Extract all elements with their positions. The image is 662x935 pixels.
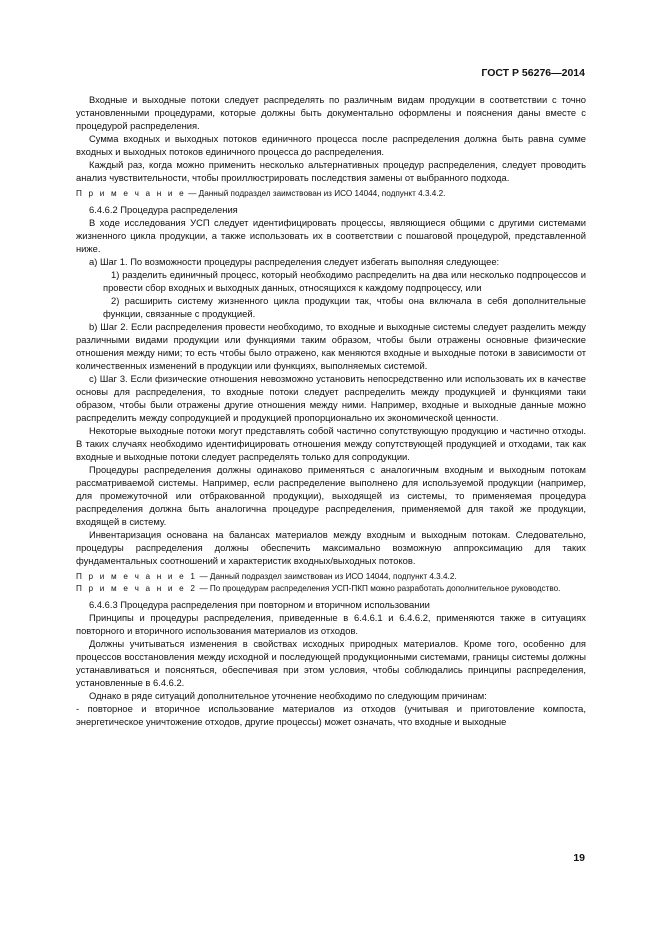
section-heading-6-4-6-2: 6.4.6.2 Процедура распределения bbox=[89, 204, 238, 215]
paragraph: Сумма входных и выходных потоков единичного процесса после распределения должна быть равна сумме входных и выходных потоков единичного процесса до распределения. bbox=[76, 133, 586, 157]
paragraph: Каждый раз, когда можно применить несколько альтернативных процедур распределения, следует проводить анализ чувствительности, чтобы проиллюстрировать последствия замены от выбранного подхода. bbox=[76, 159, 586, 183]
note-text: — Данный подраздел заимствован из ИСО 14044, подпункт 4.3.4.2. bbox=[197, 572, 457, 581]
note-2 bbox=[76, 583, 586, 594]
list-item-b: b) Шаг 2. Если распределения провести необходимо, то входные и выходные системы следует разделить между различными видами продукции или функциями таким образом, чтобы были отражены основные физические отношения между ними; то есть чтобы было отражено, как меняются входные и выходные потоки в зависимости от количественных изменений в продукции или функциях, выполняемых системой. bbox=[76, 321, 586, 371]
paragraph: В ходе исследования УСП следует идентифицировать процессы, являющиеся общими с другими системами жизненного цикла продукции, а также использовать их в соответствии с пошаговой процедурой, представленной ниже. bbox=[76, 217, 586, 254]
note-label: П р и м е ч а н и е 1 bbox=[76, 572, 198, 581]
paragraph: Принципы и процедуры распределения, приведенные в 6.4.6.1 и 6.4.6.2, применяются также в ситуациях повторного и вторичного использования материалов из отходов. bbox=[76, 612, 586, 636]
note-text: — По процедурам распределения УСП-ПКП можно разработать дополнительное руководство. bbox=[197, 584, 561, 593]
document-body bbox=[76, 93, 586, 728]
page-header: ГОСТ Р 56276—2014 bbox=[481, 67, 585, 79]
note-label: П р и м е ч а н и е 2 bbox=[76, 584, 198, 593]
paragraph: Должны учитываться изменения в свойствах исходных природных материалов. Кроме того, особенно для процессов восстановления между исходной и последующей продукционными системами, границы системы должны устанавливаться и поясняться, обеспечивая при этом условия, чтобы соблюдались принципы распределения, установленные в 6.4.6.2. bbox=[76, 638, 586, 688]
note-text: — Данный подраздел заимствован из ИСО 14044, подпункт 4.3.4.2. bbox=[185, 189, 446, 198]
section-heading-6-4-6-3: 6.4.6.3 Процедура распределения при повторном и вторичном использовании bbox=[89, 599, 430, 610]
note-1 bbox=[76, 571, 586, 582]
note-label: П р и м е ч а н и е bbox=[76, 189, 186, 198]
list-subitem-1: 1) разделить единичный процесс, который необходимо распределить на два или несколько подпроцессов и провести сбор входных и выходных данных, относящихся к каждому подпроцессу, или bbox=[103, 269, 586, 293]
list-item-a: а) Шаг 1. По возможности процедуры распределения следует избегать выполняя следующее: bbox=[89, 256, 500, 267]
paragraph: Однако в ряде ситуаций дополнительное уточнение необходимо по следующим причинам: bbox=[89, 690, 487, 701]
paragraph: Входные и выходные потоки следует распределять по различным видам продукции в соответствии с точно установленными процедурами, которые должны быть документально оформлены и пояснения даны вместе с процедурой распределения. bbox=[76, 94, 586, 131]
paragraph: Процедуры распределения должны одинаково применяться с аналогичным входным и выходным потокам рассматриваемой системы. Например, если распределение выполнено для используемой продукции (например, для промежуточной или отбракованной продукции), выходящей из системы, то применяемая процедура распределения должна быть аналогична процедуре распределения, применяемой для такой же продукции, входящей в систему. bbox=[76, 464, 586, 527]
note bbox=[76, 188, 586, 199]
paragraph: Инвентаризация основана на балансах материалов между входным и выходным потокам. Следовательно, процедуры распределения должны обеспечить максимально возможную аппроксимацию для таких фундаментальных соотношений и характеристик входных/выходных потоков. bbox=[76, 529, 586, 566]
list-subitem-2: 2) расширить систему жизненного цикла продукции так, чтобы она включала в себя дополнительные функции, связанные с продукцией. bbox=[103, 295, 586, 319]
list-item-c: c) Шаг 3. Если физические отношения невозможно установить непосредственно или использовать их в качестве основы для распределения, то входные потоки следует распределить между продукцией и функциями таки образом, чтобы были отражены другие отношения между ними. Например, входные и выходные данные можно распределить между сопродукцией и продукцией пропорционально их экономической ценности. bbox=[76, 373, 586, 423]
paragraph: - повторное и вторичное использование материалов из отходов (учитывая и приготовление компоста, энергетическое уничтожение отходов, другие процессы) может означать, что входные и выходные bbox=[76, 703, 586, 727]
page-number: 19 bbox=[573, 852, 585, 864]
paragraph: Некоторые выходные потоки могут представлять собой частично сопутствующую продукцию и частично отходы. В таких случаях необходимо идентифицировать отношения между сопутствующей продукцией и отходами, так как входные и выходные потоки следует распределять только для сопродукции. bbox=[76, 425, 586, 462]
